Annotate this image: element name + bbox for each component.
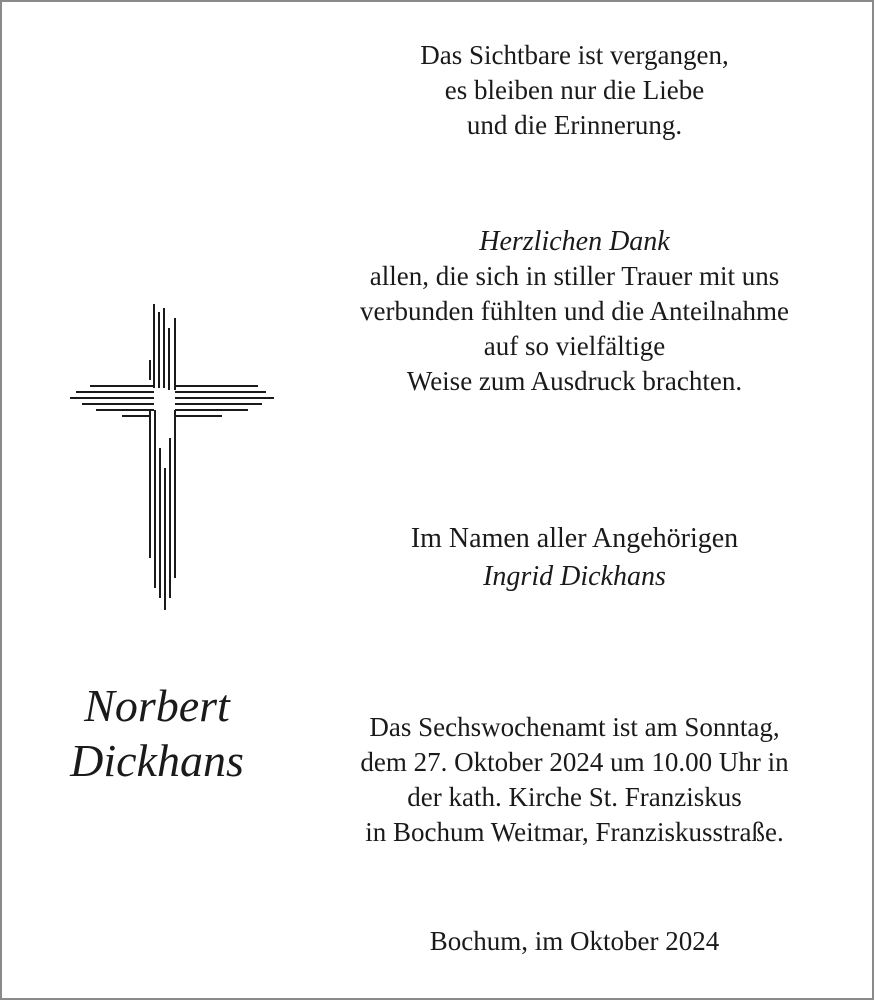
service-line: in Bochum Weitmar, Franziskusstraße. (365, 817, 784, 847)
motto-line: es bleiben nur die Liebe (444, 75, 705, 105)
service-line: Das Sechswochenamt ist am Sonntag, (369, 712, 780, 742)
thanks-section (302, 224, 847, 399)
place-and-date: Bochum, im Oktober 2024 (429, 926, 720, 956)
thanks-line: Weise zum Ausdruck brachten. (406, 366, 743, 396)
thanks-line: auf so vielfältige (483, 331, 666, 361)
family-intro: Im Namen aller Angehörigen (410, 523, 739, 554)
motto-line: und die Erinnerung. (466, 110, 683, 140)
service-line: dem 27. Oktober 2024 um 10.00 Uhr in (360, 747, 789, 777)
thanks-line: verbunden fühlten und die Anteilnahme (360, 296, 789, 326)
family-signature (302, 520, 847, 596)
deceased-first-name: Norbert (84, 680, 230, 731)
motto-verse (302, 38, 847, 143)
signer-name: Ingrid Dickhans (483, 561, 666, 592)
deceased-last-name: Dickhans (70, 735, 244, 786)
thanks-heading: Herzlichen Dank (479, 226, 670, 257)
thanks-line: allen, die sich in stiller Trauer mit uns (369, 261, 780, 291)
motto-line: Das Sichtbare ist vergangen, (420, 40, 729, 70)
cross-icon (62, 298, 282, 618)
deceased-name (32, 678, 282, 788)
service-line: der kath. Kirche St. Franziskus (407, 782, 742, 812)
memorial-service-info (302, 710, 847, 850)
